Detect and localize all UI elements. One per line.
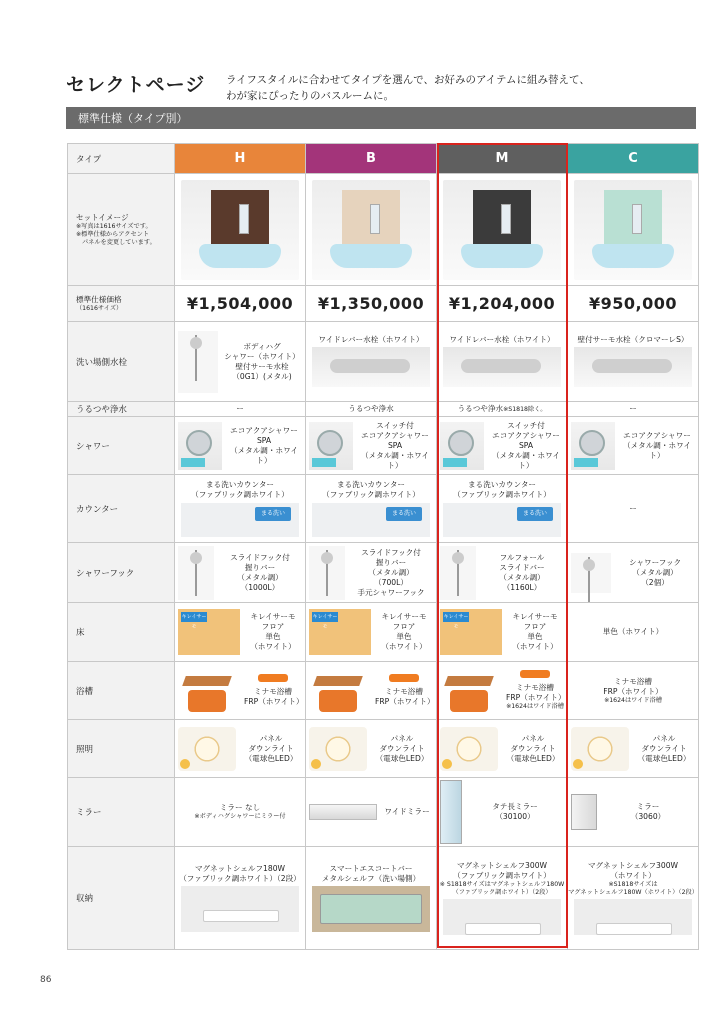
row-label-price [68, 286, 175, 322]
storage-c-note-1: ※S1818サイズは [608, 881, 658, 888]
floor-m-2: フロア [523, 622, 547, 631]
row-label-set-image [68, 174, 175, 286]
hook-b-4: （700L） [374, 577, 408, 587]
page-number: 86 [40, 975, 52, 985]
water-m: うるつや浄水 [457, 404, 504, 413]
floor-m-3: 単色 [527, 632, 543, 641]
mirror-b: ワイドミラー [384, 807, 430, 816]
hook-c-2: （メタル調） [632, 567, 678, 577]
water-m-note: ※S1818除く。 [503, 406, 547, 413]
tub-c-2: FRP（ホワイト） [603, 686, 663, 696]
tub-h-2: FRP（ホワイト） [244, 697, 304, 706]
type-header-m: M [437, 144, 568, 174]
counter-m-1: まる洗いカウンター [467, 480, 537, 489]
set-image-label-4: パネルを変更しています。 [82, 238, 156, 246]
price-label-2: （1616サイズ） [76, 304, 123, 312]
water-b: うるつや浄水 [306, 402, 437, 417]
hook-image-h [178, 546, 214, 600]
shower-m-3: SPA [518, 440, 534, 450]
row-water [68, 402, 699, 417]
storage-m-1: マグネットシェルフ300W [456, 861, 548, 870]
tub-image-h [178, 666, 240, 716]
faucet-c: 壁付サーモ水栓（クロマーレS） [577, 334, 689, 344]
light-c-3: （電球色LED） [637, 753, 691, 763]
tub-b-1: ミナモ浴槽 [385, 687, 423, 696]
row-counter [68, 475, 699, 543]
faucet-m: ワイドレバー水栓（ホワイト） [449, 334, 555, 344]
counter-badge-m: まる洗い [517, 507, 553, 521]
shower-head-image-c [571, 422, 615, 470]
mirror-h-note: ※ボディハグシャワーにミラー付 [194, 813, 286, 820]
light-c-2: ダウンライト [641, 743, 687, 753]
water-c: ー [568, 402, 699, 417]
shower-b-3: SPA [387, 440, 403, 450]
row-tub [68, 662, 699, 720]
floor-badge-m: キレイサーモ [443, 614, 469, 630]
shower-c-1: エコアクアシャワー [623, 430, 691, 440]
mirror-m-2: （30100） [495, 812, 535, 821]
floor-b-1: キレイサーモ [381, 612, 427, 621]
row-label-counter: カウンター [68, 475, 175, 543]
floor-image-b [309, 609, 371, 655]
set-image-label-1: セットイメージ [76, 212, 129, 222]
tub-m-1: ミナモ浴槽 [516, 683, 554, 692]
floor-m-1: キレイサーモ [512, 612, 558, 621]
floor-badge-b: キレイサーモ [312, 614, 338, 630]
hook-h-2: 握りバー [244, 562, 276, 572]
shower-m-1: スイッチ付 [507, 420, 545, 430]
bathroom-photo-c [574, 180, 692, 280]
counter-c: ー [568, 475, 699, 543]
bathroom-photo-m [443, 180, 561, 280]
mirror-c-2: （3060） [630, 812, 666, 821]
wide-mirror-image [309, 804, 377, 820]
section-bar-label: 標準仕様（タイプ別） [78, 112, 188, 125]
faucet-h-4: （0G1）(メタル) [232, 371, 292, 381]
hook-m-4: （1160L） [502, 582, 542, 592]
type-header-b: B [306, 144, 437, 174]
shelf-image-h [181, 886, 299, 932]
shower-b-2: エコアクアシャワー [361, 430, 429, 440]
shower-h-1: エコアクアシャワー [230, 425, 298, 435]
shower-b-4: （メタル調・ホワイト） [360, 450, 430, 470]
faucet-h-1: ボディハグ [243, 341, 281, 351]
hook-b-2: 握りバー [375, 557, 407, 567]
light-image-c [571, 727, 629, 771]
faucet-image-m [443, 347, 561, 387]
hook-c-3: （2個） [641, 577, 669, 587]
hook-m-1: フルフォール [499, 552, 545, 562]
type-header-c: C [568, 144, 699, 174]
floor-h-4: （ホワイト） [250, 642, 296, 651]
light-image-m [440, 727, 498, 771]
mirror-m-1: タテ長ミラー [492, 802, 538, 811]
light-h-2: ダウンライト [248, 743, 294, 753]
row-label-hook: シャワーフック [68, 543, 175, 603]
floor-image-m [440, 609, 502, 655]
row-hook [68, 543, 699, 603]
row-label-faucet: 洗い場側水栓 [68, 322, 175, 402]
light-b-1: パネル [390, 733, 414, 743]
shower-head-image-h [178, 422, 222, 470]
storage-m-note-2: （ファブリック調ホワイト）（2段） [452, 889, 552, 896]
bathroom-photo-b [312, 180, 430, 280]
shower-b-1: スイッチ付 [376, 420, 414, 430]
counter-badge-b: まる洗い [386, 507, 422, 521]
floor-image-h [178, 609, 240, 655]
light-m-3: （電球色LED） [506, 753, 560, 763]
floor-badge-h: キレイサーモ [181, 614, 207, 630]
light-image-b [309, 727, 367, 771]
price-label-1: 標準仕様価格 [76, 294, 122, 304]
faucet-image-c [574, 347, 692, 387]
set-image-label-3: ※標準仕様からアクセント [76, 230, 150, 238]
shelf-image-m [443, 899, 561, 935]
row-shower [68, 417, 699, 475]
floor-b-4: （ホワイト） [381, 642, 427, 651]
price-c: ¥950,000 [568, 286, 699, 322]
row-mirror [68, 778, 699, 847]
storage-m-2: （ファブリック調ホワイト） [453, 871, 551, 880]
water-h: ー [175, 402, 306, 417]
tub-m-2: FRP（ホワイト） [506, 693, 566, 702]
mirror-h: ミラー なし [219, 803, 261, 812]
row-label-mirror: ミラー [68, 778, 175, 847]
price-h: ¥1,504,000 [175, 286, 306, 322]
counter-image-m [443, 503, 561, 537]
floor-b-2: フロア [392, 622, 416, 631]
row-faucet [68, 322, 699, 402]
storage-b-1: スマートエスコートバー [329, 864, 413, 873]
set-image-label-2: ※写真は1616サイズです。 [76, 222, 152, 230]
small-mirror-image [571, 794, 597, 830]
tub-c-note: ※1624はワイド浴槽 [604, 696, 662, 704]
light-h-3: （電球色LED） [244, 753, 298, 763]
shower-head-image-m [440, 422, 484, 470]
hook-m-2: スライドバー [499, 562, 545, 572]
price-b: ¥1,350,000 [306, 286, 437, 322]
tub-m-note: ※1624はワイド浴槽 [506, 703, 564, 710]
shower-head-image-b [309, 422, 353, 470]
floor-c: 単色（ホワイト） [568, 603, 699, 662]
light-b-2: ダウンライト [379, 743, 425, 753]
hook-image-c [571, 553, 611, 593]
hook-c-1: シャワーフック [628, 557, 682, 567]
row-label-type: タイプ [68, 144, 175, 174]
floor-h-2: フロア [261, 622, 285, 631]
tall-mirror-image [440, 780, 462, 844]
spec-table [67, 143, 699, 950]
row-label-tub: 浴槽 [68, 662, 175, 720]
light-b-3: （電球色LED） [375, 753, 429, 763]
shower-h-2: SPA [256, 435, 272, 445]
hook-m-3: （メタル調） [499, 572, 545, 582]
tub-b-2: FRP（ホワイト） [375, 697, 435, 706]
page-title: セレクトページ [66, 74, 206, 96]
floor-h-3: 単色 [265, 632, 281, 641]
light-m-1: パネル [521, 733, 545, 743]
counter-b-1: まる洗いカウンター [336, 480, 406, 489]
counter-m-2: （ファブリック調ホワイト） [453, 490, 551, 499]
mirror-c-1: ミラー [636, 802, 660, 811]
shower-h-3: （メタル調・ホワイト） [229, 445, 299, 465]
counter-image-b [312, 503, 430, 537]
counter-badge-h: まる洗い [255, 507, 291, 521]
row-light [68, 720, 699, 778]
shelf-image-c [574, 899, 692, 935]
tub-h-1: ミナモ浴槽 [254, 687, 292, 696]
bathroom-photo-h [181, 180, 299, 280]
floor-m-4: （ホワイト） [512, 642, 558, 651]
light-h-1: パネル [259, 733, 283, 743]
row-price [68, 286, 699, 322]
floor-b-3: 単色 [396, 632, 412, 641]
tub-image-b [309, 666, 371, 716]
shower-m-2: エコアクアシャワー [492, 430, 560, 440]
shower-c-2: （メタル調・ホワイト） [622, 440, 692, 460]
tub-mark-b [389, 674, 419, 682]
shower-m-4: （メタル調・ホワイト） [491, 450, 561, 470]
row-storage [68, 847, 699, 950]
row-floor [68, 603, 699, 662]
type-header-h: H [175, 144, 306, 174]
faucet-b: ワイドレバー水栓（ホワイト） [318, 334, 424, 344]
lead-line-2: わが家にぴったりのバスルームに。 [226, 90, 394, 102]
floor-h-1: キレイサーモ [250, 612, 296, 621]
lead-text [226, 72, 590, 104]
storage-h-1: マグネットシェルフ180W [194, 864, 286, 873]
hook-h-3: （メタル調） [237, 572, 283, 582]
tub-c-1: ミナモ浴槽 [614, 676, 652, 686]
hook-b-3: （メタル調） [368, 567, 414, 577]
row-label-light: 照明 [68, 720, 175, 778]
hook-image-b [309, 546, 345, 600]
storage-c-note-2: マグネットシェルフ180W（ホワイト）（2段） [568, 889, 698, 896]
row-set-image [68, 174, 699, 286]
hook-b-5: 手元シャワーフック [357, 587, 425, 597]
storage-c-1: マグネットシェルフ300W [587, 861, 679, 870]
hook-b-1: スライドフック付 [361, 547, 421, 557]
lead-line-1: ライフスタイルに合わせてタイプを選んで、お好みのアイテムに組み替えて、 [226, 74, 590, 86]
bodyhug-shower-image [178, 331, 218, 393]
light-c-1: パネル [652, 733, 676, 743]
tub-image-m [440, 666, 502, 716]
row-label-water: うるつや浄水 [68, 402, 175, 417]
section-bar [66, 107, 696, 129]
tub-mark-m [520, 670, 550, 678]
hook-image-m [440, 546, 476, 600]
faucet-image-b [312, 347, 430, 387]
hook-h-1: スライドフック付 [230, 552, 290, 562]
counter-h-2: （ファブリック調ホワイト） [191, 490, 289, 499]
faucet-h-3: 壁付サーモ水栓 [235, 361, 289, 371]
faucet-h-2: シャワー（ホワイト） [224, 351, 300, 361]
shelf-image-b [312, 886, 430, 932]
light-m-2: ダウンライト [510, 743, 556, 753]
storage-m-note-1: ※ S1818サイズはマグネットシェルフ180W [439, 881, 565, 888]
hook-h-4: （1000L） [240, 582, 280, 592]
row-label-floor: 床 [68, 603, 175, 662]
storage-c-2: （ホワイト） [610, 871, 656, 880]
counter-image-h [181, 503, 299, 537]
counter-h-1: まる洗いカウンター [205, 480, 275, 489]
row-type [68, 144, 699, 174]
storage-b-2: メタルシェルフ（洗い場側） [321, 874, 421, 883]
row-label-shower: シャワー [68, 417, 175, 475]
light-image-h [178, 727, 236, 771]
tub-mark-h [258, 674, 288, 682]
row-label-storage: 収納 [68, 847, 175, 950]
price-m: ¥1,204,000 [437, 286, 568, 322]
counter-b-2: （ファブリック調ホワイト） [322, 490, 420, 499]
storage-h-2: （ファブリック調ホワイト）（2段） [179, 874, 301, 883]
